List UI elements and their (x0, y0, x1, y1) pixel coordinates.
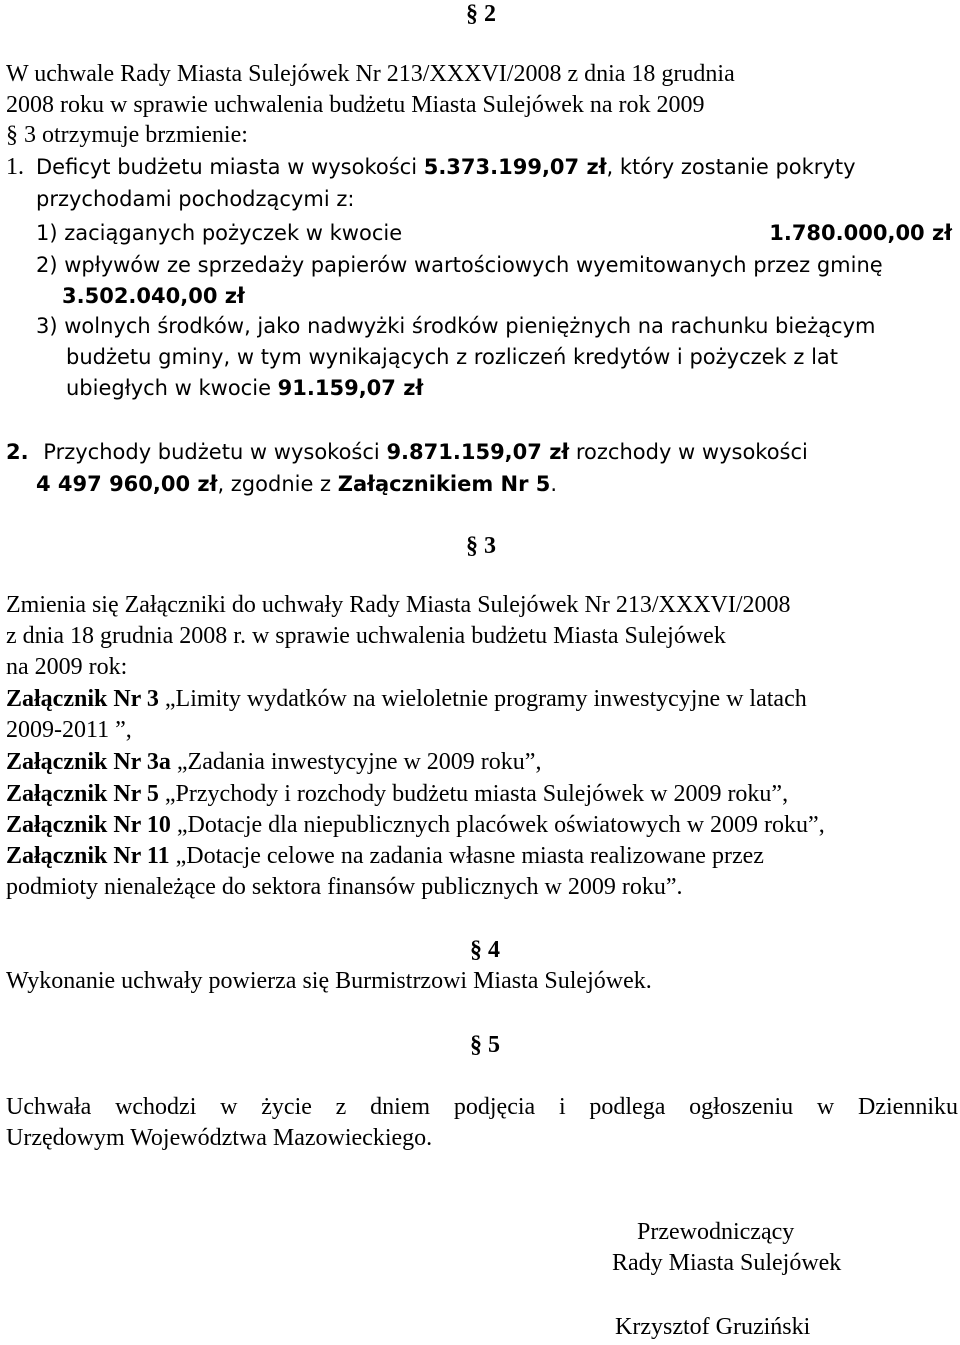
attachment-3a-line (6, 747, 541, 777)
point-2-text-mid: rozchody w wysokości (569, 440, 808, 464)
attachment-3-continuation: 2009-2011 ”, (6, 717, 132, 743)
attachment-3-label: Załącznik Nr 3 (6, 686, 159, 712)
signature-name: Krzysztof Gruziński (615, 1314, 811, 1340)
point-2-continuation (36, 469, 557, 499)
loans-amount: 1.780.000,00 zł (769, 221, 952, 245)
section-2-intro-line-3: § 3 otrzymuje brzmienie: (6, 122, 248, 148)
deficit-amount: 5.373.199,07 zł (423, 155, 607, 179)
section-3-intro-line-2: z dnia 18 grudnia 2008 r. w sprawie uchwalenia budżetu Miasta Sulejówek (6, 623, 726, 649)
section-5-line-1: Uchwała wchodzi w życie z dniem podjęcia i podlega ogłoszeniu w Dzienniku (6, 1094, 958, 1120)
point-1-line (6, 152, 856, 182)
attachment-3-line (6, 684, 807, 714)
sub-item-3-text: ubiegłych w kwocie (66, 376, 278, 400)
section-5-heading: § 5 (470, 1032, 500, 1058)
point-1-text: Deficyt budżetu miasta w wysokości (36, 155, 424, 179)
free-funds-amount: 91.159,07 zł (277, 376, 424, 400)
attachment-5-title: „Przychody i rozchody budżetu miasta Sulejówek w 2009 roku”, (158, 781, 789, 807)
securities-amount: 3.502.040,00 zł (62, 284, 245, 308)
point-2-line (6, 437, 808, 467)
point-2-end: . (550, 472, 558, 496)
section-3-intro-line-1: Zmienia się Załączniki do uchwały Rady Miasta Sulejówek Nr 213/XXXVI/2008 (6, 592, 791, 618)
section-2-heading: § 2 (466, 1, 496, 27)
attachment-5-reference: Załącznikiem Nr 5 (337, 472, 551, 496)
attachment-3a-title: „Zadania inwestycyjne w 2009 roku”, (170, 749, 542, 775)
section-5-line-2: Urzędowym Województwa Mazowieckiego. (6, 1125, 433, 1151)
sub-item-3-line-1: 3) wolnych środków, jako nadwyżki środków pieniężnych na rachunku bieżącym (36, 314, 876, 338)
attachment-10-label: Załącznik Nr 10 (6, 812, 171, 838)
sub-item-2-amount (62, 281, 245, 311)
sub-item-1-label: 1) zaciąganych pożyczek w kwocie (36, 221, 403, 245)
attachment-5-label: Załącznik Nr 5 (6, 781, 159, 807)
point-2-text: Przychody budżetu w wysokości (43, 440, 387, 464)
attachment-11-continuation: podmioty nienależące do sektora finansów publicznych w 2009 roku”. (6, 874, 683, 900)
signature-body: Rady Miasta Sulejówek (612, 1250, 842, 1276)
sub-item-1-amount (769, 218, 952, 248)
section-3-heading: § 3 (466, 533, 496, 559)
section-3-intro-line-3: na 2009 rok: (6, 654, 128, 680)
attachment-5-line (6, 779, 788, 809)
section-4-text: Wykonanie uchwały powierza się Burmistrzowi Miasta Sulejówek. (6, 968, 652, 994)
point-2-number: 2. (6, 440, 29, 464)
attachment-3-title: „Limity wydatków na wieloletnie programy inwestycyjne w latach (158, 686, 807, 712)
attachment-10-line (6, 810, 825, 840)
point-2-text-c: , zgodnie z (217, 472, 338, 496)
point-1-number: 1. (6, 154, 24, 180)
sub-item-3-line-3 (66, 373, 423, 403)
signature-title: Przewodniczący (637, 1219, 795, 1245)
point-1-continuation: przychodami pochodzącymi z: (36, 187, 355, 211)
attachment-10-title: „Dotacje dla niepublicznych placówek oświatowych w 2009 roku”, (170, 812, 825, 838)
section-2-intro-line-2: 2008 roku w sprawie uchwalenia budżetu Miasta Sulejówek na rok 2009 (6, 92, 705, 118)
sub-item-2-label: 2) wpływów ze sprzedaży papierów wartościowych wyemitowanych przez gminę (36, 253, 883, 277)
attachment-11-line (6, 841, 764, 871)
attachment-3a-label: Załącznik Nr 3a (6, 749, 171, 775)
section-2-intro-line-1: W uchwale Rady Miasta Sulejówek Nr 213/XXXVI/2008 z dnia 18 grudnia (6, 61, 735, 87)
point-1-text-end: , który zostanie pokryty (606, 155, 856, 179)
attachment-11-title: „Dotacje celowe na zadania własne miasta realizowane przez (169, 843, 764, 869)
expenditure-amount: 4 497 960,00 zł (36, 472, 218, 496)
attachment-11-label: Załącznik Nr 11 (6, 843, 170, 869)
revenue-amount: 9.871.159,07 zł (386, 440, 570, 464)
sub-item-3-line-2: budżetu gminy, w tym wynikających z rozliczeń kredytów i pożyczek z lat (66, 345, 839, 369)
section-4-heading: § 4 (470, 937, 500, 963)
